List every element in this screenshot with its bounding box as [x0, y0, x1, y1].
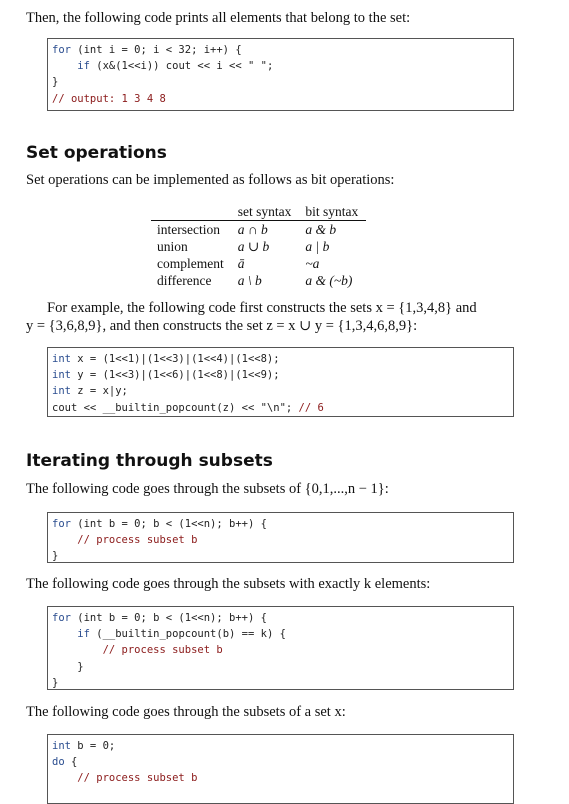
operation-name: complement: [157, 255, 224, 271]
operation-name: intersection: [157, 221, 220, 237]
code-text: (x&(1<<i)) cout << i << " ";: [89, 60, 274, 73]
bit-syntax-cell: a & b: [305, 221, 337, 237]
code-line: }: [52, 676, 59, 689]
set-syntax-cell: a ∩ b: [237, 221, 268, 237]
set-operations-table: [151, 203, 366, 289]
operation-name: difference: [157, 272, 212, 288]
bit-syntax-cell: a | b: [305, 238, 330, 254]
set-operations-paragraph: Set operations can be implemented as follows as bit operations:: [26, 172, 395, 188]
section-heading-set-operations: Set operations: [26, 143, 167, 163]
code-block-set-union: [47, 347, 514, 417]
code-text: (__builtin_popcount(b) == k) {: [89, 628, 286, 641]
code-keyword: for: [52, 518, 71, 530]
code-line: [52, 351, 513, 367]
code-line: }: [52, 550, 59, 563]
example-paragraph-line-1: For example, the following code first constructs the sets x = {1,3,4,8} and: [47, 300, 477, 316]
table-header-bit-syntax: bit syntax: [305, 203, 359, 219]
code-line: [52, 738, 513, 754]
table-row: [151, 221, 366, 239]
table-header-set-syntax: set syntax: [237, 203, 292, 219]
set-syntax-cell: a \ b: [237, 272, 262, 288]
code-text: {: [64, 756, 78, 769]
code-block-all-subsets: [47, 512, 514, 563]
code-comment: // process subset b: [52, 534, 198, 547]
table-header-row: [151, 203, 366, 221]
code-line: [52, 42, 513, 58]
bit-syntax-cell: ~a: [305, 255, 320, 271]
iterating-subsets-paragraph: The following code goes through the subsets of {0,1,...,n − 1}:: [26, 481, 389, 497]
code-comment: // process subset b: [52, 644, 223, 657]
code-comment: // process subset b: [52, 772, 198, 785]
set-syntax-cell: ā: [237, 255, 245, 271]
code-line: [52, 516, 513, 532]
code-keyword: for: [52, 612, 71, 624]
set-syntax-cell: a ∪ b: [237, 238, 270, 254]
section-heading-iterating-subsets: Iterating through subsets: [26, 451, 273, 471]
code-keyword: int: [52, 353, 71, 365]
table-row: [151, 255, 366, 272]
table-header-blank: [151, 203, 232, 221]
code-text: (int b = 0; b < (1<<n); b++) {: [70, 518, 267, 530]
code-block-subsets-of-x: [47, 734, 514, 804]
code-text: cout << __builtin_popcount(z) << "\n";: [52, 401, 299, 414]
code-line: [52, 626, 513, 642]
code-text: b = 0;: [70, 740, 116, 752]
code-keyword: int: [52, 369, 71, 382]
table-row: [151, 238, 366, 255]
code-text: x = (1<<1)|(1<<3)|(1<<4)|(1<<8);: [70, 353, 280, 365]
code-line: [52, 367, 513, 383]
code-keyword: if: [52, 628, 90, 641]
code-keyword: int: [52, 740, 71, 752]
code-text: (int i = 0; i < 32; i++) {: [70, 44, 242, 56]
code-block-k-subsets: [47, 606, 514, 690]
code-line: [52, 383, 513, 399]
k-elements-paragraph: The following code goes through the subsets with exactly k elements:: [26, 576, 431, 592]
table-row: [151, 272, 366, 289]
code-text: (int b = 0; b < (1<<n); b++) {: [70, 612, 267, 624]
code-line: [52, 610, 513, 626]
operation-name: union: [157, 238, 188, 254]
code-line: }: [52, 76, 59, 89]
code-keyword: for: [52, 44, 71, 56]
code-block-print-set: [47, 38, 514, 111]
code-keyword: int: [52, 385, 71, 398]
code-line: [52, 754, 513, 770]
code-text: z = x|y;: [70, 385, 128, 398]
code-keyword: if: [52, 60, 90, 73]
code-comment: // output: 1 3 4 8: [52, 92, 166, 105]
bit-syntax-cell: a & (~b): [305, 272, 353, 288]
intro-paragraph: Then, the following code prints all elements that belong to the set:: [26, 10, 411, 26]
set-x-subsets-paragraph: The following code goes through the subsets of a set x:: [26, 704, 346, 720]
code-line: [52, 58, 513, 74]
example-paragraph-line-2: y = {3,6,8,9}, and then constructs the set z = x ∪ y = {1,3,4,6,8,9}:: [26, 318, 418, 334]
code-line: [52, 400, 513, 416]
code-line: }: [52, 660, 84, 673]
code-keyword: do: [52, 756, 65, 769]
code-text: y = (1<<3)|(1<<6)|(1<<8)|(1<<9);: [70, 369, 280, 382]
code-comment: // 6: [298, 401, 324, 414]
